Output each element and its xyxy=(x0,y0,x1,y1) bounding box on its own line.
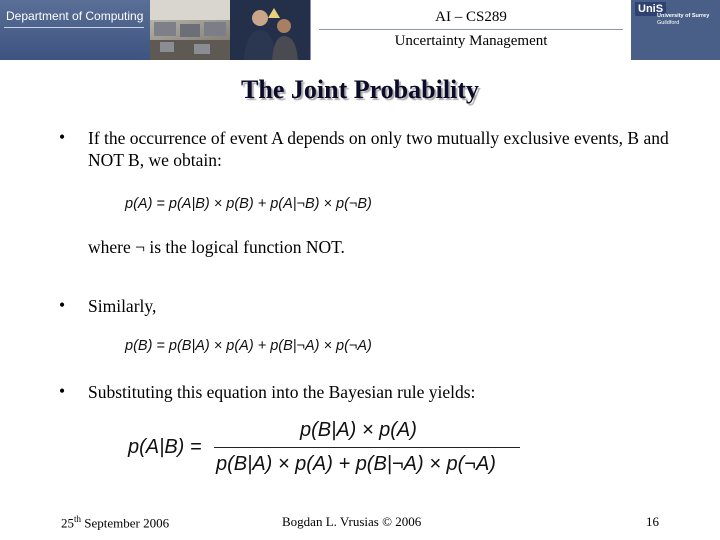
equation-total-probability-a: p(A) = p(A|B) × p(B) + p(A|¬B) × p(¬B) xyxy=(125,196,372,212)
department-divider xyxy=(4,27,144,28)
bullet-text: Substituting this equation into the Bayesian rule yields: xyxy=(88,382,476,402)
bullet-marker: • xyxy=(59,381,66,401)
bayes-numerator: p(B|A) × p(A) xyxy=(300,419,417,441)
footer-date xyxy=(61,514,169,531)
course-divider xyxy=(319,29,623,30)
unis-logo-icon xyxy=(631,0,720,60)
not-operator-note: where ¬ is the logical function NOT. xyxy=(88,237,345,257)
footer-date-rest: September 2006 xyxy=(81,515,170,531)
footer-page-number: 16 xyxy=(646,514,659,529)
footer-date-suffix: th xyxy=(74,514,82,524)
department-panel xyxy=(0,0,150,60)
logo-university-text: University of Surrey xyxy=(657,13,710,19)
bullet-text: Similarly, xyxy=(88,296,157,316)
footer-author: Bogdan L. Vrusias © 2006 xyxy=(282,514,422,529)
header-banner xyxy=(0,0,720,60)
bayes-denominator: p(B|A) × p(A) + p(B|¬A) × p(¬A) xyxy=(216,453,496,475)
photo-lab-icon xyxy=(150,0,230,60)
footer-date-day: 25 xyxy=(61,515,74,531)
photo-people-icon xyxy=(230,0,310,60)
course-title: AI – CS289 xyxy=(435,9,507,25)
equation-total-probability-b: p(B) = p(B|A) × p(A) + p(B|¬A) × p(¬A) xyxy=(125,338,372,354)
fraction-bar xyxy=(214,447,520,448)
slide-title: The Joint Probability xyxy=(241,75,479,104)
course-subtitle: Uncertainty Management xyxy=(394,33,548,49)
logo-unis-text: UniS xyxy=(635,2,666,16)
department-name: Department of Computing xyxy=(6,9,144,23)
bullet-marker: • xyxy=(59,127,66,147)
bullet-text: If the occurrence of event A depends on only two mutually exclusive events, B and NOT B, we obtain: xyxy=(88,128,669,170)
course-header xyxy=(310,0,632,60)
logo-town-text: Guildford xyxy=(657,20,680,26)
bullet-marker: • xyxy=(59,295,66,315)
bayes-lhs: p(A|B) = xyxy=(128,436,202,458)
